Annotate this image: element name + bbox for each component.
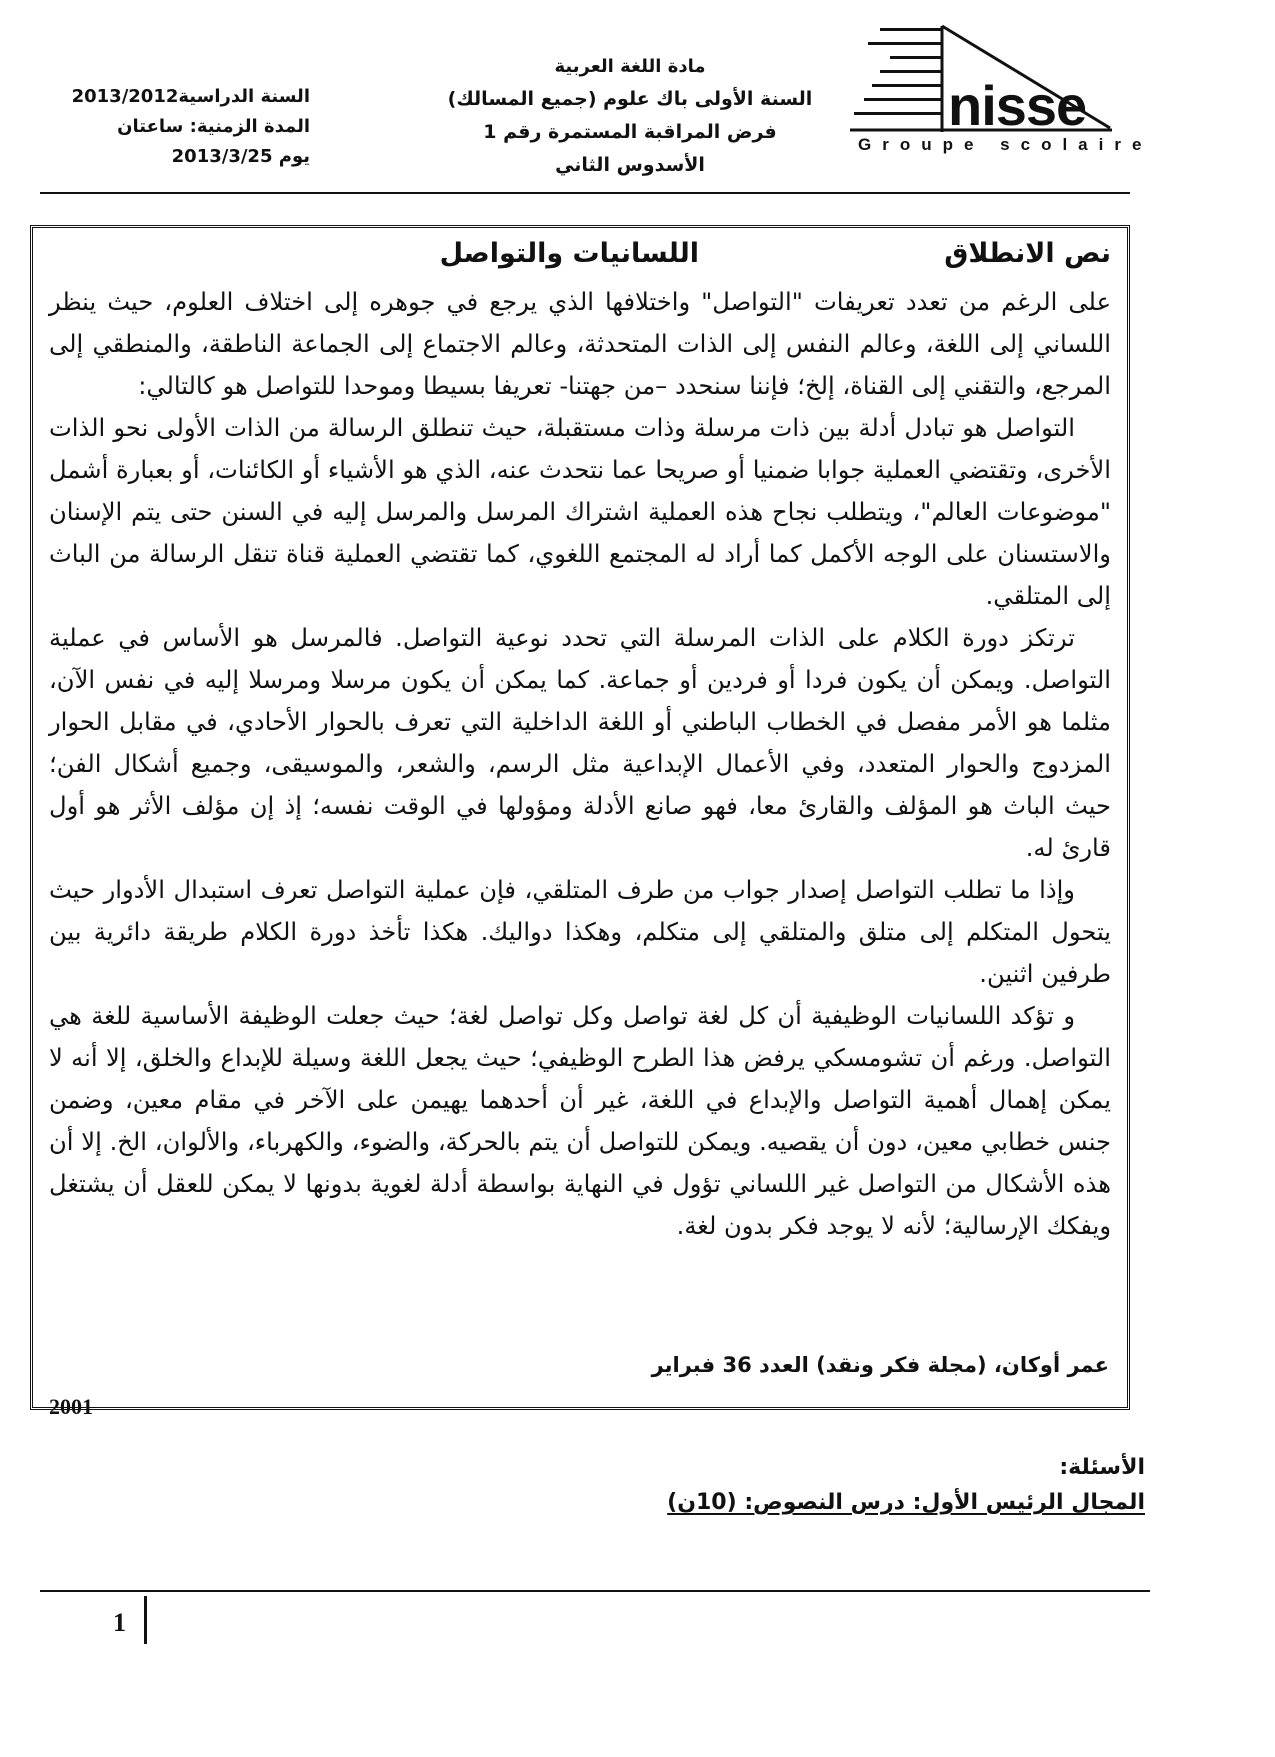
exam-meta [40,82,310,172]
source-citation: عمر أوكان، (مجلة فكر ونقد) العدد 36 فبراير [651,1353,1109,1377]
logo-subtitle: Groupe scolaire [858,135,1153,154]
text-frame [30,225,1130,1419]
source-year: 2001 [49,1394,93,1419]
school-year: السنة الدراسية2013/2012 [71,86,310,107]
questions-heading: الأسئلة: [1059,1455,1145,1480]
text-body [49,281,1111,1247]
exam-date: يوم 2013/3/25 [171,146,310,167]
questions-field: المجال الرئيس الأول: درس النصوص: (10ن) [667,1490,1145,1515]
text-label: نص الانطلاق [944,238,1111,269]
text-title-row [41,236,1119,276]
semester: الأسدوس الثاني [555,154,705,176]
paragraph: التواصل هو تبادل أدلة بين ذات مرسلة وذات مستقبلة، حيث تنطلق الرسالة من الذات الأولى نحو الذات الأخرى، وتقتضي العملية جوابا ضمنيا أو صريحا عما نتحدث عنه، الذي هو الأشياء أو الكائنات، أو بعبارة أشمل "موضوعات العالم"، ويتطلب نجاح هذه العملية اشتراك المرسل والمرسل إليه في السنن حتى يتم الإسنان والاستسنان على الوجه الأكمل كما أراد له المجتمع اللغوي، كما تقتضي العملية قناة تنقل الرسالة من الباث إلى المتلقي. [49,414,1111,610]
paragraph: و تؤكد اللسانيات الوظيفية أن كل لغة تواصل وكل تواصل لغة؛ حيث جعلت الوظيفة الأساسية للغة هي التواصل. ورغم أن تشومسكي يرفض هذا الطرح الوظيفي؛ حيث يجعل اللغة وسيلة للإبداع والخلق، إلا أنه لا يمكن إهمال أهمية التواصل والإبداع في اللغة، غير أن أحدهما يهيمن على الآخر في مقام معين، وضمن جنس خطابي معين، دون أن يقصيه. ويمكن للتواصل أن يتم بالحركة، والضوء، والكهرباء، والألوان، الخ. إلا أن هذه الأشكال من التواصل غير اللساني تؤول في النهاية بواسطة أدلة لغوية بدونها لا يمكن للعقل أن يشتغل ويفكك الإرسالية؛ لأنه لا يوجد فكر بدون لغة. [49,1002,1111,1240]
paragraph: وإذا ما تطلب التواصل إصدار جواب من طرف المتلقي، فإن عملية التواصل تعرف استبدال الأدوار حيث يتحول المتكلم إلى متلق والمتلقي إلى متكلم، وهكذا دواليك. هكذا تأخذ دورة الكلام طريقة دائرية بين طرفين اثنين. [49,876,1111,988]
page-number-bar [144,1596,147,1644]
page-number: 1 [113,1608,126,1637]
footer-divider [40,1590,1150,1592]
text-title: اللسانيات والتواصل [439,238,699,269]
text-source [49,1344,1109,1428]
exam-title: فرض المراقبة المستمرة رقم 1 [483,121,777,143]
logo-brand: nisse [948,74,1087,137]
duration: المدة الزمنية: ساعتان [117,116,310,137]
level: السنة الأولى باك علوم (جميع المسالك) [447,88,813,110]
paragraph: على الرغم من تعدد تعريفات "التواصل" واختلافها الذي يرجع في جوهره إلى اختلاف العلوم، حيث ينظر اللساني إلى اللغة، وعالم النفس إلى الذات المتحدثة، وعالم الاجتماع إلى الجماعة الناطقة، والمنطقي إلى المرجع، والتقني إلى القناة، إلخ؛ فإننا سنحدد –من جهتنا- تعريفا بسيطا وموحدا للتواصل هو كالتالي: [49,288,1111,400]
header-divider [40,192,1130,194]
school-logo [850,22,1153,154]
subject: مادة اللغة العربية [554,56,706,77]
paragraph: ترتكز دورة الكلام على الذات المرسلة التي تحدد نوعية التواصل. فالمرسل هو الأساس في عملية التواصل. ويمكن أن يكون فردا أو فردين أو جماعة. كما يمكن أن يكون مرسلا ومرسلا إليه في نفس الآن، مثلما هو الأمر مفصل في الخطاب الباطني أو اللغة الداخلية التي تعرف بالحوار الأحادي، في مقابل الحوار المزدوج والحوار المتعدد، وفي الأعمال الإبداعية مثل الرسم، والشعر، والموسيقى، وجميع أشكال الفن؛ حيث الباث هو المؤلف والقارئ معا، فهو صانع الأدلة ومؤولها في الوقت نفسه؛ إذ إن مؤلف الأثر هو أول قارئ له. [49,624,1111,862]
exam-info [440,50,820,182]
